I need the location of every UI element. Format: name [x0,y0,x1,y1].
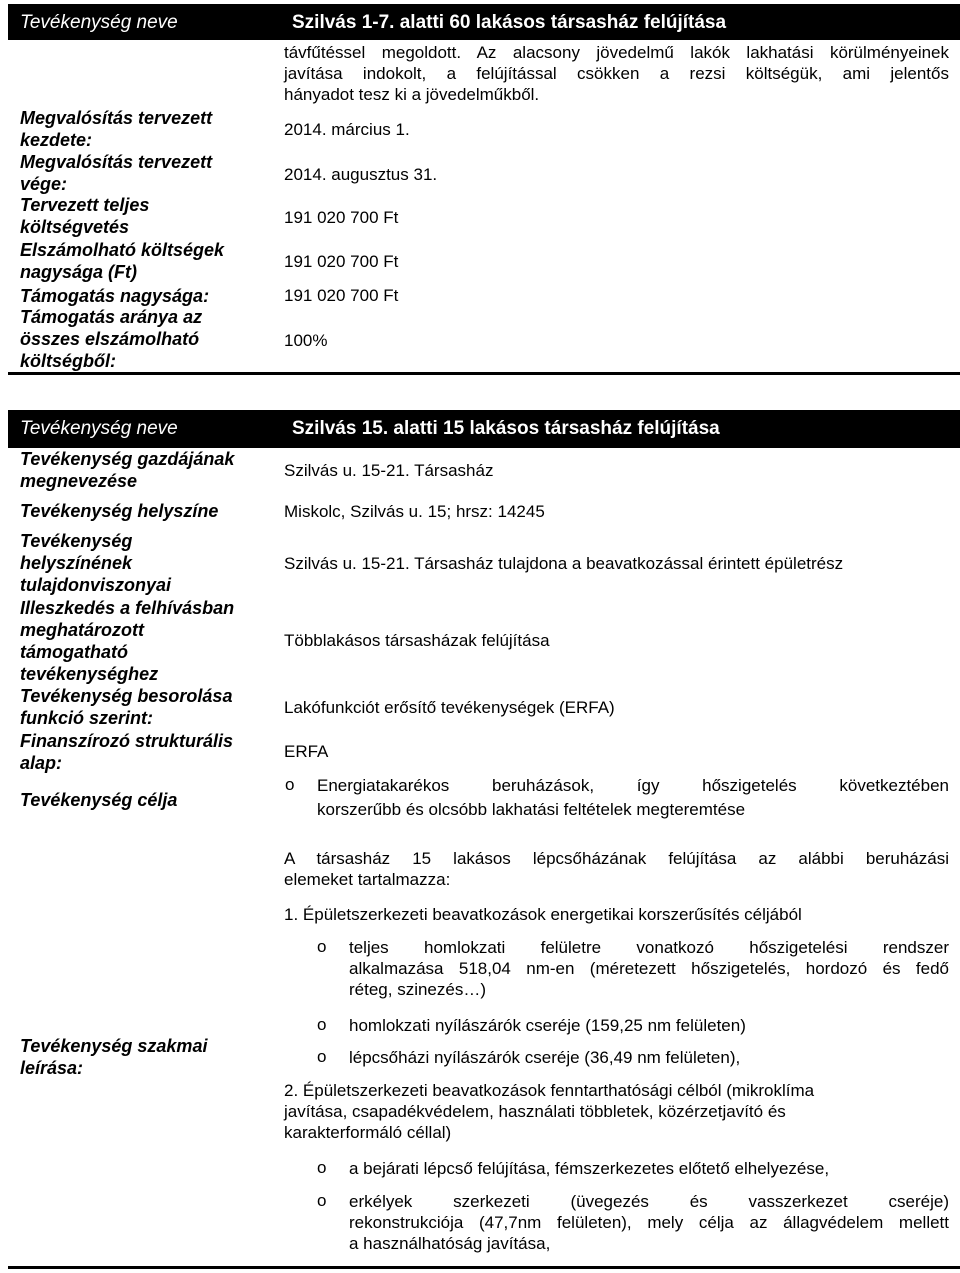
budget-label: Tervezett teljes költségvetés [20,195,150,237]
goal-text: Energiatakarékos beruházások, így hőszigetelés következtében korszerűbb és olcsóbb lakhatási feltételek megteremtése [317,776,949,819]
end-date-label: Megvalósítás tervezett vége: [20,152,213,194]
support-ratio-value: 100% [284,331,328,350]
ownership-label: Tevékenység helyszínének tulajdonviszonyai [20,531,172,595]
s1-item3: lépcsőházi nyílászárók cseréje (36,49 nm felületen), [349,1048,741,1067]
s2-item2: erkélyek szerkezeti (üvegezés és vasszerkezet cseréje) rekonstrukciója (47,7nm felületen), mely célja az állagvédelem mellett a használhatóság javítása, [349,1192,949,1253]
budget-value: 191 020 700 Ft [284,208,399,227]
s1-item2: homlokzati nyílászárók cseréje (159,25 nm felületen) [349,1016,746,1035]
s1-item1: teljes homlokzati felületre vonatkozó hőszigetelési rendszer alkalmazása 518,04 nm-en (méretezett hőszigetelés, hordozó és fedő réteg, szinezés…) [349,938,949,999]
goal-bullet: o [285,775,295,794]
s2-item1-bullet: o [317,1158,327,1177]
eligible-cost-value: 191 020 700 Ft [284,252,399,271]
block2-header-label: Tevékenység neve [20,418,178,439]
location-value: Miskolc, Szilvás u. 15; hrsz: 14245 [284,502,545,521]
location-label: Tevékenység helyszíne [20,501,219,521]
start-date-label: Megvalósítás tervezett kezdete: [20,108,213,150]
owner-label: Tevékenység gazdájának megnevezése [20,449,235,491]
block1-header-label: Tevékenység neve [20,12,178,33]
section2-title: 2. Épületszerkezeti beavatkozások fenntarthatósági célból (mikroklíma javítása, csapadékvédelem, használati többletek, közérzetjavító és karakterformáló céllal) [284,1081,815,1142]
support-value: 191 020 700 Ft [284,286,399,305]
fund-label: Finanszírozó strukturális alap: [20,731,234,773]
block2-header [8,410,960,446]
fund-value: ERFA [284,742,329,761]
eligible-cost-label: Elszámolható költségek nagysága (Ft) [20,240,225,282]
s2-item2-bullet: o [317,1191,327,1210]
block1-continuation: távfűtéssel megoldott. Az alacsony jövedelmű lakók lakhatási körülményeinek javítása indokolt, a felújítással csökken a rezsi költségük, ami jelentős hányadot tesz ki a jövedelműkből. [284,43,949,104]
classification-label: Tevékenység besorolása funkció szerint: [20,686,233,728]
block1-header-underline [8,38,960,40]
s1-item1-bullet: o [317,937,327,956]
fit-value: Többlakásos társasházak felújítása [284,631,550,650]
end-date-value: 2014. augusztus 31. [284,165,438,184]
support-ratio-label: Támogatás aránya az összes elszámolható költségből: [20,307,203,371]
block1-header [8,4,960,38]
section1-title: 1. Épületszerkezeti beavatkozások energetikai korszerűsítés céljából [284,905,802,924]
classification-value: Lakófunkciót erősítő tevékenységek (ERFA) [284,698,615,717]
ownership-value: Szilvás u. 15-21. Társasház tulajdona a beavatkozással érintett épületrész [284,554,844,573]
fit-label: Illeszkedés a felhívásban meghatározott támogatható tevékenységhez [20,598,235,684]
block2-bottom-rule [8,1266,960,1269]
block1-header-value: Szilvás 1-7. alatti 60 lakásos társasház felújítása [292,12,727,33]
s2-item1: a bejárati lépcső felújítása, fémszerkezetes előtető elhelyezése, [349,1159,830,1178]
block2-header-value: Szilvás 15. alatti 15 lakásos társasház felújítása [292,418,720,439]
s1-item2-bullet: o [317,1015,327,1034]
block1-bottom-rule [8,372,960,375]
owner-value: Szilvás u. 15-21. Társasház [284,461,494,480]
description-label: Tevékenység szakmai leírása: [20,1036,208,1078]
s1-item3-bullet: o [317,1047,327,1066]
support-label: Támogatás nagysága: [20,286,210,306]
start-date-value: 2014. március 1. [284,120,410,139]
goal-label: Tevékenység célja [20,790,178,810]
description-intro: A társasház 15 lakásos lépcsőházának felújítása az alábbi beruházási elemeket tartalmazza: [284,849,949,889]
